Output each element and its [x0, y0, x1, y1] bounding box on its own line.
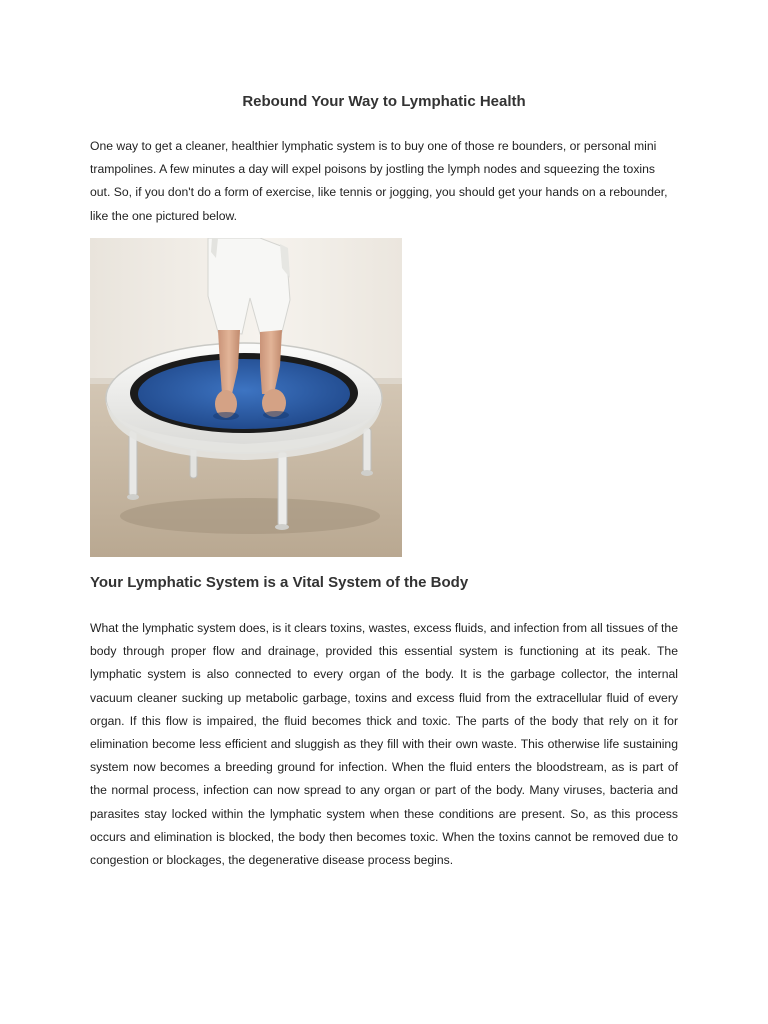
floor-shadow	[120, 498, 380, 534]
body-paragraph: What the lymphatic system does, is it clears toxins, wastes, excess fluids, and infection from all tissues of the body through proper flow and drainage, provided this essential system is functioning at its peak. The lymphatic system is also connected to every organ of the body. It is the garbage collector, the internal vacuum cleaner sucking up metabolic garbage, toxins and excess fluid from the extracellular fluid of every organ. If this flow is impaired, the fluid becomes thick and toxic. The parts of the body that rely on it for elimination become less efficient and sluggish as they fill with their own waste. This otherwise life sustaining system now becomes a breeding ground for infection. When the fluid enters the bloodstream, as is part of the normal process, infection can now spread to any organ or part of the body. Many viruses, bacteria and parasites stay locked within the lymphatic system when these conditions are present. So, as this process occurs and elimination is blocked, the body then becomes toxic. When the toxins cannot be removed due to congestion or blockages, the degenerative disease process begins.	[90, 621, 678, 868]
intro-paragraph: One way to get a cleaner, healthier lymphatic system is to buy one of those re bounders, or personal mini trampolines. A few minutes a day will expel poisons by jostling the lymph nodes and squeezing the toxins out. So, if you don't do a form of exercise, like tennis or jogging, you should get your hands on a rebounder, like the one pictured below.	[90, 139, 668, 223]
rebounder-photo	[90, 238, 402, 557]
document-title: Rebound Your Way to Lymphatic Health	[242, 93, 526, 110]
section-heading: Your Lymphatic System is a Vital System of the Body	[90, 574, 469, 591]
rebounder-illustration	[90, 238, 402, 557]
trampoline-mat	[138, 359, 350, 429]
